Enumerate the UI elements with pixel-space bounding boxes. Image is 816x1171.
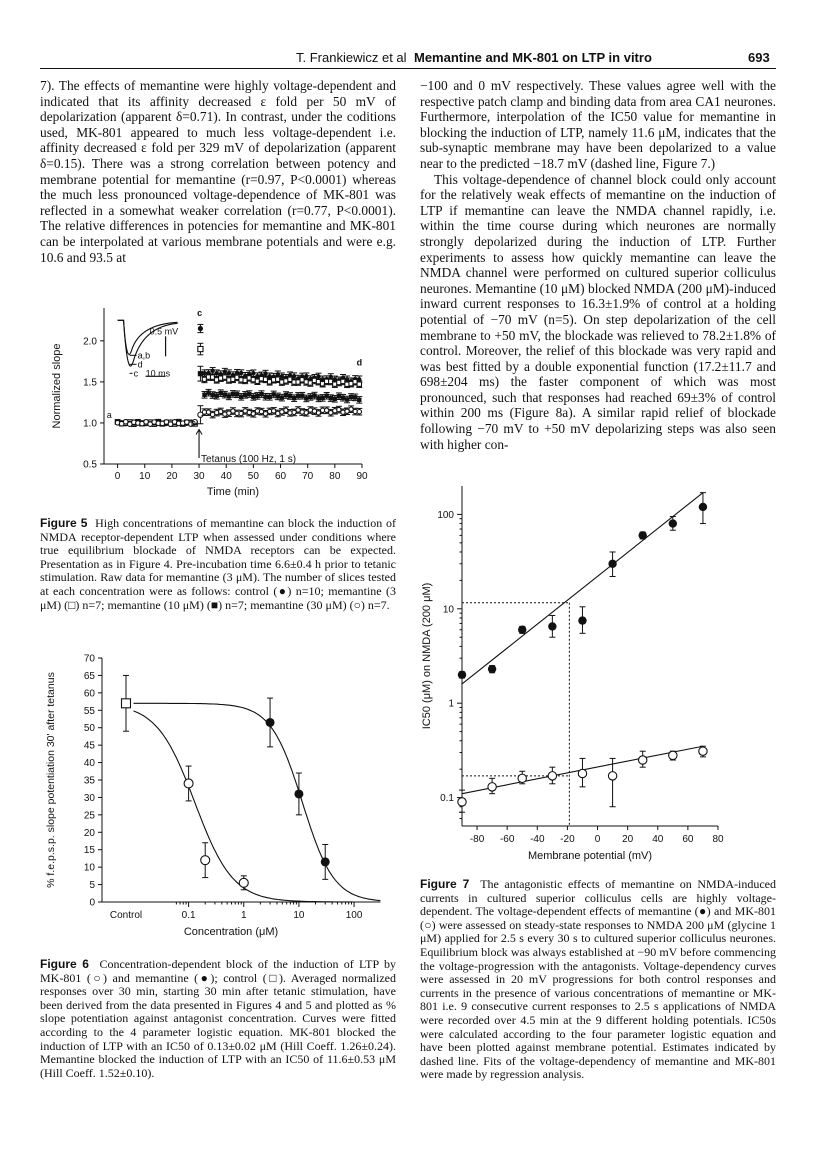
x-tick-label: 60 bbox=[682, 834, 694, 845]
figure-5-chart bbox=[40, 296, 396, 506]
figure-5-caption bbox=[40, 517, 396, 612]
figure-6-caption-text: Concentration-dependent block of the induction of LTP by MK-801 (○) and memantine (●); control (□). Averaged normalized responses over 30 min, starting 30 min after tetanic stimulation, have been derived from the data presented in Figures 4 and 5 and plotted as % slope potentiation against antagonist concentration. Curves were fitted according to the 4 parameter logistic equation. MK-801 blocked the induction of LTP with an IC50 of 0.13±0.02 μM (Hill Coeff. 1.26±0.24). Memantine blocked the induction of LTP with an IC50 of 11.6±0.53 μM (Hill Coeff. 1.52±0.10). bbox=[40, 957, 397, 1080]
figure-7-chart bbox=[420, 478, 776, 870]
right-paragraph-1: −100 and 0 mV respectively. These values agree well with the respective patch clamp and binding data from area CA1 neurones. Furthermore, interpolation of the IC50 value for memantine in blocking the induction of LTP, namely 11.6 μM, indicates that the sub-synaptic membrane may have been depolarized to a value near to the predicted −18.7 mV (dashed line, Figure 7.) bbox=[420, 78, 776, 171]
data-point bbox=[215, 394, 219, 398]
data-point-memantine bbox=[518, 626, 526, 634]
fit-curve-mk-801 bbox=[134, 711, 381, 902]
y-tick-label: 70 bbox=[83, 653, 95, 665]
right-paragraph-2: This voltage-dependence of channel block could only account for the relatively weak effects of memantine on the induction of LTP if memantine can leave the NMDA channel rapidly, i.e. within the time course during which neurones are normally strongly depolarized during the induction of LTP. Further experiments to assess how quickly memantine can leave the NMDA channel were performed on cultured superior colliculus neurones. Memantine (10 μM) blocked NMDA (200 μM)-induced inward current responses to 16.3±1.9% of control at a holding potential of −70 mV (n=5). On step depolarization of the cell membrane to +50 mV, the blockade was relieved to 78.2±1.8% of control. Moreover, the relief of this blockade was very rapid and was best fitted by a double exponential function (17.2±11.7 and 698±204 ms) the faster component of which was most pronounced, such that responses had reached 69±3% of control within 200 ms (Figure 8a). A similar rapid relief of blockade following −70 mV to +50 mV depolarizing steps was also seen with higher con- bbox=[420, 171, 776, 452]
data-point bbox=[300, 393, 304, 397]
x-tick-label: 40 bbox=[652, 834, 664, 845]
data-point-mk-801 bbox=[201, 856, 210, 865]
inset-label-ab: a,b bbox=[137, 350, 151, 361]
data-point bbox=[206, 390, 210, 394]
data-point bbox=[296, 394, 300, 398]
data-point bbox=[304, 411, 308, 415]
x-tick-label: 30 bbox=[193, 471, 205, 482]
data-point-memantine bbox=[699, 503, 707, 511]
y-tick-label: 1.0 bbox=[83, 418, 97, 430]
data-point-mk-801 bbox=[518, 774, 526, 782]
y-axis-label: % f.e.p.s.p. slope potentiation 30' after tetanus bbox=[45, 672, 57, 888]
y-tick-label: 0 bbox=[89, 897, 95, 909]
figure-6-chart bbox=[40, 650, 396, 950]
x-tick-label: 80 bbox=[712, 834, 724, 845]
x-tick-label: 20 bbox=[622, 834, 634, 845]
data-point-memantine bbox=[548, 622, 556, 630]
data-point-mk-801 bbox=[669, 751, 677, 759]
data-point bbox=[316, 396, 320, 400]
data-point bbox=[267, 395, 271, 399]
data-point-memantine bbox=[669, 519, 677, 527]
x-tick-label: 80 bbox=[329, 471, 341, 482]
right-column-text bbox=[420, 78, 776, 452]
data-point bbox=[324, 394, 328, 398]
data-point-mk-801 bbox=[699, 747, 707, 755]
page-number: 693 bbox=[748, 50, 770, 65]
x-tick-label: 100 bbox=[345, 910, 363, 921]
data-point-mk-801 bbox=[488, 783, 496, 791]
data-point bbox=[251, 412, 255, 416]
data-point bbox=[357, 382, 361, 386]
data-point-memantine bbox=[458, 671, 466, 679]
y-tick-label: 1.5 bbox=[83, 377, 97, 389]
data-point bbox=[239, 411, 243, 415]
x-tick-label: 40 bbox=[220, 471, 232, 482]
data-point-memantine bbox=[578, 616, 586, 624]
data-point bbox=[210, 369, 214, 373]
data-point-memantine bbox=[608, 560, 616, 568]
data-point-mk-801 bbox=[578, 769, 586, 777]
x-tick-label: 70 bbox=[302, 471, 314, 482]
data-point-memantine bbox=[321, 857, 330, 866]
data-point bbox=[263, 395, 267, 399]
data-point-memantine bbox=[639, 531, 647, 539]
data-point bbox=[243, 393, 247, 397]
data-point bbox=[345, 397, 349, 401]
y-tick-label: 65 bbox=[83, 670, 95, 682]
data-point bbox=[357, 410, 361, 414]
data-point-control bbox=[122, 699, 131, 708]
figure-7-caption bbox=[420, 878, 776, 1082]
x-tick-label: -60 bbox=[499, 834, 515, 845]
point-label-b: b bbox=[190, 418, 196, 429]
y-tick-label: 60 bbox=[83, 688, 95, 700]
regression-line-memantine bbox=[462, 493, 703, 684]
y-tick-label: 2.0 bbox=[83, 336, 97, 348]
y-tick-label: 30 bbox=[83, 792, 95, 804]
x-axis-label: Concentration (μM) bbox=[183, 926, 279, 938]
y-tick-label: 0.5 bbox=[83, 459, 97, 471]
data-point bbox=[316, 411, 320, 415]
x-tick-label: 50 bbox=[247, 471, 259, 482]
data-point bbox=[251, 395, 255, 399]
point-label-c: c bbox=[197, 308, 203, 319]
data-point-mk-801 bbox=[239, 878, 248, 887]
data-point-memantine bbox=[294, 789, 303, 798]
data-point bbox=[333, 397, 337, 401]
data-point-mk-801 bbox=[639, 756, 647, 764]
data-point bbox=[353, 395, 357, 399]
data-point-mk-801 bbox=[458, 798, 466, 806]
data-point bbox=[329, 396, 333, 400]
x-axis-label: Membrane potential (mV) bbox=[527, 850, 653, 862]
y-tick-label: 0.1 bbox=[440, 793, 454, 805]
data-point bbox=[280, 395, 284, 399]
y-axis-label: IC50 (μM) on NMDA (200 μM) bbox=[421, 582, 433, 730]
tetanus-label: Tetanus (100 Hz, 1 s) bbox=[201, 454, 297, 465]
point-label-d: d bbox=[356, 357, 363, 368]
x-tick-label: -20 bbox=[560, 834, 575, 845]
y-tick-label: 40 bbox=[83, 758, 95, 770]
y-tick-label: 10 bbox=[442, 604, 454, 616]
figure-6-caption bbox=[40, 958, 396, 1080]
figure-7-caption-text: The antagonistic effects of memantine on NMDA-induced currents in cultured superior colliculus cells are highly voltage-dependent. The voltage-dependent effects of memantine (●) and MK-801 (○) were assessed on steady-state responses to NMDA 200 μM (glycine 1 μM) applied for 2.5 s every 30 s to cultured superior colliculus neurones. Equilibrium block was always established at −90 mV before commencing the voltage-progression with the antagonists. Voltage-dependency curves were assessed in 20 mV progressions for both control responses and currents in the presence of various concentrations of memantine or MK-801 i.e. 9 consecutive current responses to 2.5 s applications of NMDA were recorded over 4.5 min at the 9 different holding potentials. IC50s were calculated according to the four parameter logistic equation and have been plotted against membrane potential. Estimates indicated by dashed line. Fits of the voltage-dependency of memantine and MK-801 were made by regression analysis. bbox=[420, 877, 776, 1082]
running-head-authors: T. Frankiewicz et al bbox=[296, 50, 407, 65]
data-point bbox=[210, 393, 214, 397]
y-tick-label: 1 bbox=[448, 698, 454, 710]
data-point bbox=[227, 394, 231, 398]
x-tick-label: -80 bbox=[469, 834, 485, 845]
figure-7-label: Figure 7 bbox=[420, 877, 470, 891]
figure-6-label: Figure 6 bbox=[40, 957, 89, 971]
x-tick-label: 20 bbox=[166, 471, 178, 482]
x-tick-label: 60 bbox=[274, 471, 287, 482]
y-tick-label: 25 bbox=[83, 810, 95, 822]
data-point bbox=[349, 395, 353, 399]
figure-5-caption-text: High concentrations of memantine can block the induction of NMDA receptor-dependent LTP when assessed under conditions where true equilibrium blockade of NMDA receptors can be expected. Presentation as in Figure 4. Pre-incubation time 6.6±0.4 h prior to tetanic stimulation. Raw data for memantine (3 μM). The number of slices tested at each concentration were as follows: control (●) n=10; memantine (3 μM) (□) n=7; memantine (10 μM) (■) n=7; memantine (30 μM) (○) n=7. bbox=[40, 516, 396, 612]
x-tick-label: 0 bbox=[114, 471, 121, 482]
inset-scale-v-label: 0.5 mV bbox=[149, 326, 179, 337]
peak-point bbox=[198, 371, 203, 376]
y-tick-label: 5 bbox=[89, 880, 95, 892]
data-point bbox=[337, 407, 341, 411]
x-tick-label: 1 bbox=[240, 910, 247, 921]
running-head-title: Memantine and MK-801 on LTP in vitro bbox=[414, 50, 652, 65]
y-tick-label: 45 bbox=[83, 740, 95, 752]
data-point-memantine bbox=[488, 665, 496, 673]
x-tick-label: 10 bbox=[293, 910, 305, 921]
fit-curve-memantine bbox=[134, 703, 381, 900]
data-point-mk-801 bbox=[184, 779, 193, 788]
inset-scale-t-label: 10 ms bbox=[145, 368, 171, 379]
y-tick-label: 15 bbox=[83, 845, 95, 857]
data-point bbox=[259, 392, 263, 396]
y-tick-label: 50 bbox=[83, 723, 95, 735]
data-point-mk-801 bbox=[608, 772, 616, 780]
inset-label-c: c bbox=[133, 368, 139, 379]
x-tick-label: -40 bbox=[530, 834, 545, 845]
data-point-memantine bbox=[266, 718, 275, 727]
y-tick-label: 100 bbox=[437, 509, 454, 521]
y-tick-label: 35 bbox=[83, 775, 95, 787]
x-tick-label: 0 bbox=[594, 834, 601, 845]
y-tick-label: 20 bbox=[83, 827, 95, 839]
y-tick-label: 10 bbox=[83, 862, 95, 874]
peak-point bbox=[198, 326, 203, 331]
data-point-mk-801 bbox=[548, 772, 556, 780]
x-tick-label: Control bbox=[109, 910, 143, 921]
data-point bbox=[235, 392, 239, 396]
data-point bbox=[292, 396, 296, 400]
x-tick-label: 0.1 bbox=[181, 910, 196, 921]
point-label-a: a bbox=[106, 410, 112, 421]
x-axis-label: Time (min) bbox=[206, 486, 260, 498]
data-point bbox=[284, 393, 288, 397]
y-tick-label: 55 bbox=[83, 705, 95, 717]
data-point bbox=[219, 409, 223, 413]
data-point bbox=[231, 392, 235, 396]
data-point bbox=[357, 398, 361, 402]
x-tick-label: 10 bbox=[139, 471, 151, 482]
left-column-text: 7). The effects of memantine were highly voltage-dependent and indicated that its affinity decreased ε fold per 50 mV of depolarization (apparent δ=0.71). In contrast, under the coditions used, MK-801 appeared to much less voltage-dependent i.e. affinity decreased ε fold per 329 mV of depolarization (apparent δ=0.15). There was a strong correlation between potency and membrane potential for memantine (r=0.97, P<0.0001) whereas the much less pronounced voltage-dependence of MK-801 was reflected in a somewhat weaker correlation (r=0.77, P<0.0001). The relative differences in potencies for memantine and MK-801 can be interpolated at various membrane potentials and were e.g. 10.6 and 93.5 at bbox=[40, 78, 396, 265]
inset-label-d: d bbox=[137, 359, 143, 370]
y-axis-label: Normalized slope bbox=[51, 343, 63, 429]
peak-point bbox=[198, 346, 203, 351]
figure-5-label: Figure 5 bbox=[40, 516, 88, 530]
x-tick-label: 90 bbox=[356, 471, 368, 482]
header-rule bbox=[40, 68, 776, 69]
